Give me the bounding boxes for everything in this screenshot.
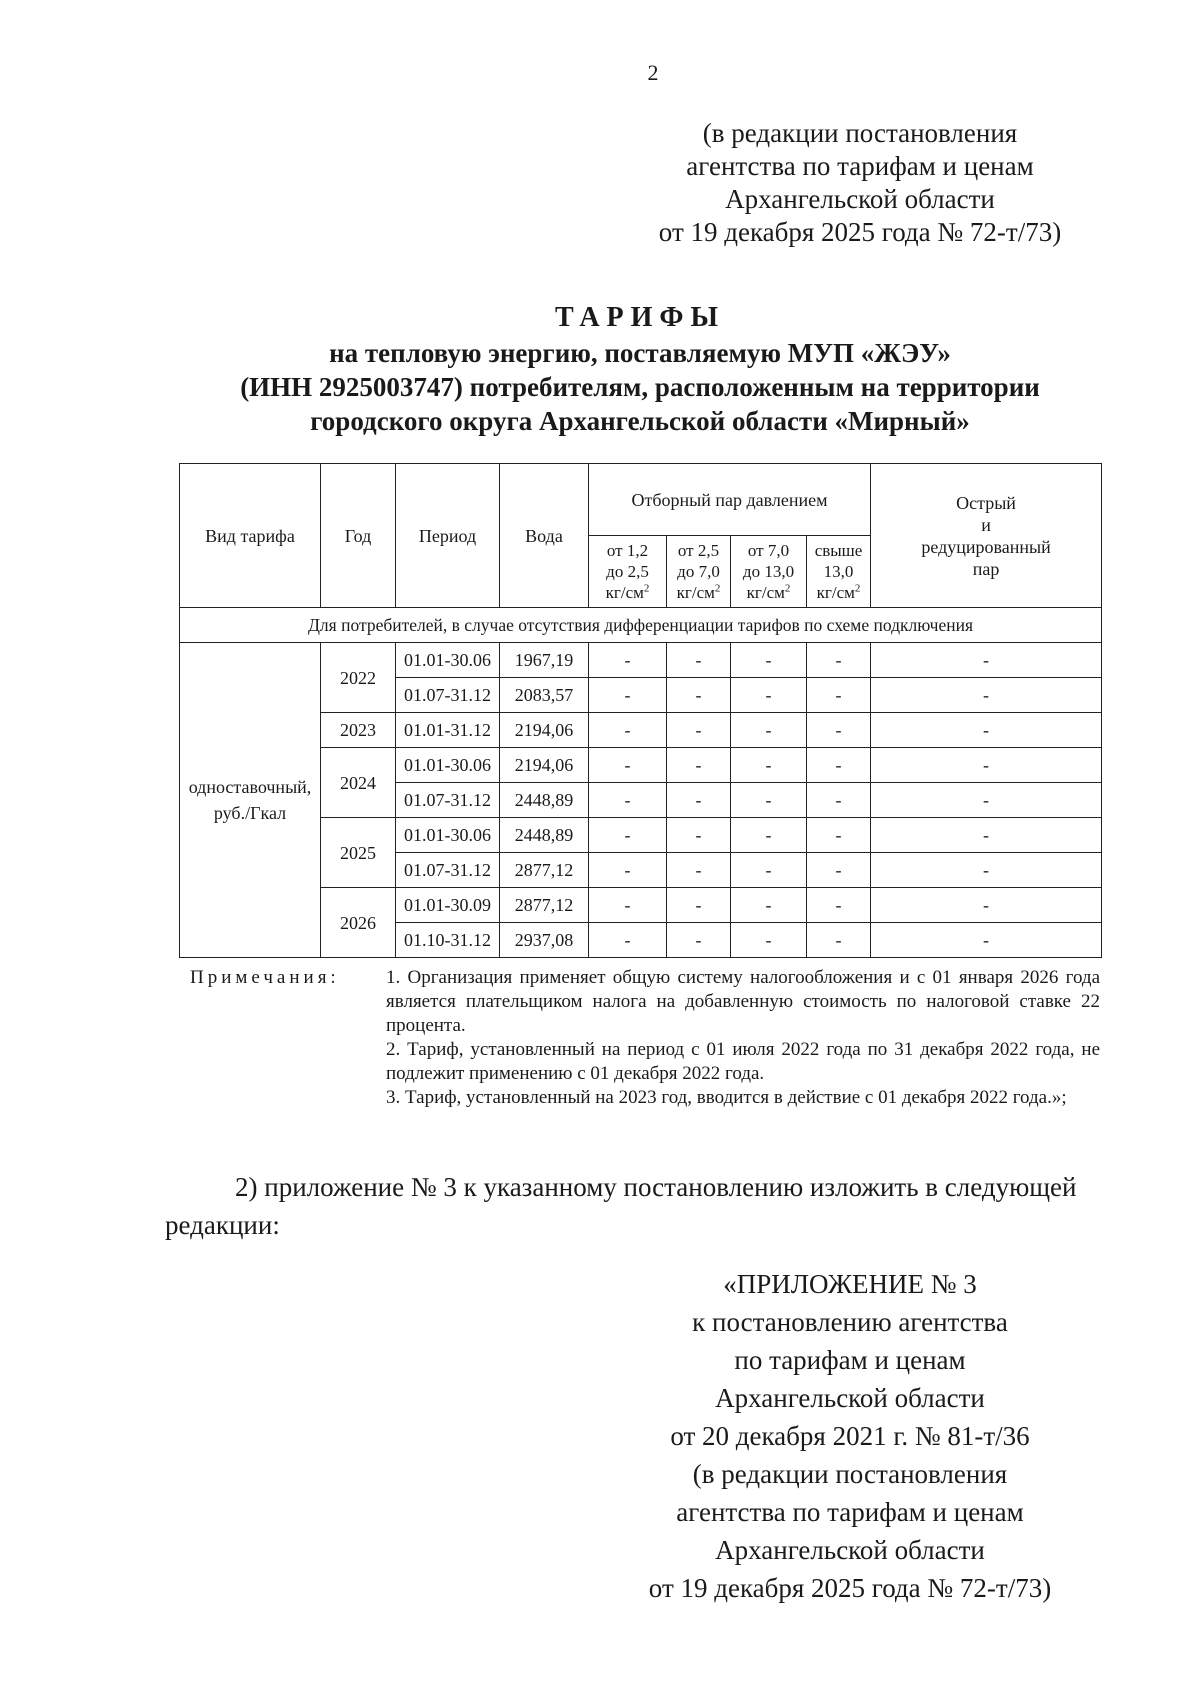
period-cell: 01.01-30.09	[396, 888, 500, 923]
steam-cell: -	[589, 643, 667, 678]
header-pressure-2: от 2,5 до 7,0 $кг/см^2$	[667, 536, 731, 608]
sharp-steam-cell: -	[871, 713, 1102, 748]
header-pressure-4: свыше 13,0 $кг/см^2$	[807, 536, 871, 608]
steam-cell: -	[589, 818, 667, 853]
appendix-line: от 19 декабря 2025 года № 72-т/73)	[648, 1573, 1052, 1603]
title-line: (ИНН 2925003747) потребителям, расположенным на территории	[240, 372, 1040, 402]
notes-label: Примечания:	[190, 967, 340, 988]
steam-cell: -	[807, 818, 871, 853]
year-cell: 2026	[321, 888, 396, 958]
water-cell: 1967,19	[500, 643, 589, 678]
steam-cell: -	[807, 853, 871, 888]
header-sharp-steam: Острый и редуцированный пар	[871, 464, 1102, 608]
steam-cell: -	[589, 783, 667, 818]
header-period: Период	[396, 464, 500, 608]
steam-cell: -	[807, 643, 871, 678]
steam-cell: -	[589, 923, 667, 958]
water-cell: 2448,89	[500, 818, 589, 853]
title-line: городского округа Архангельской области «Мирный»	[310, 406, 970, 436]
header-pressure-3: от 7,0 до 13,0 $кг/см^2$	[731, 536, 807, 608]
steam-cell: -	[731, 923, 807, 958]
revision-line: Архангельской области	[725, 184, 995, 214]
steam-cell: -	[731, 853, 807, 888]
period-cell: 01.01-30.06	[396, 643, 500, 678]
steam-cell: -	[589, 678, 667, 713]
document-title	[180, 300, 1100, 438]
water-cell: 2448,89	[500, 783, 589, 818]
steam-cell: -	[667, 748, 731, 783]
tariff-table	[179, 463, 1102, 958]
steam-cell: -	[667, 643, 731, 678]
appendix-line: (в редакции постановления	[692, 1459, 1008, 1489]
steam-cell: -	[807, 888, 871, 923]
sharp-steam-cell: -	[871, 888, 1102, 923]
note-item: 3. Тариф, установленный на 2023 год, вводится в действие с 01 декабря 2022 года.»;	[386, 1087, 1067, 1108]
sharp-steam-cell: -	[871, 923, 1102, 958]
year-cell: 2025	[321, 818, 396, 888]
year-cell: 2024	[321, 748, 396, 818]
steam-cell: -	[807, 748, 871, 783]
sharp-steam-cell: -	[871, 783, 1102, 818]
period-cell: 01.01-31.12	[396, 713, 500, 748]
sharp-steam-cell: -	[871, 853, 1102, 888]
steam-cell: -	[731, 888, 807, 923]
revision-line: от 19 декабря 2025 года № 72-т/73)	[658, 217, 1062, 247]
year-cell: 2023	[321, 713, 396, 748]
steam-cell: -	[731, 678, 807, 713]
period-cell: 01.07-31.12	[396, 783, 500, 818]
appendix-line: от 20 декабря 2021 г. № 81-т/36	[670, 1421, 1030, 1451]
steam-cell: -	[731, 783, 807, 818]
steam-cell: -	[589, 853, 667, 888]
tariff-type-cell: одноставочный, руб./Гкал	[180, 643, 321, 958]
steam-cell: -	[667, 678, 731, 713]
paragraph-line: 2) приложение № 3 к указанному постановлению изложить в следующей	[235, 1172, 1077, 1202]
revision-stamp-top	[620, 117, 1100, 249]
page-number: 2	[647, 60, 659, 85]
revision-line: (в редакции постановления	[702, 118, 1018, 148]
steam-cell: -	[589, 888, 667, 923]
water-cell: 2194,06	[500, 713, 589, 748]
header-steam-group: Отборный пар давлением	[589, 464, 871, 536]
paragraph-line: редакции:	[165, 1210, 280, 1240]
appendix-line: по тарифам и ценам	[734, 1345, 966, 1375]
steam-cell: -	[731, 713, 807, 748]
steam-cell: -	[731, 748, 807, 783]
header-water: Вода	[500, 464, 589, 608]
steam-cell: -	[667, 713, 731, 748]
steam-cell: -	[807, 713, 871, 748]
table-row	[180, 643, 1102, 678]
notes-list	[386, 966, 1100, 1110]
water-cell: 2937,08	[500, 923, 589, 958]
appendix-line: к постановлению агентства	[692, 1307, 1008, 1337]
steam-cell: -	[589, 713, 667, 748]
note-item: 2. Тариф, установленный на период с 01 июля 2022 года по 31 декабря 2022 года, не подлежит применению с 01 декабря 2022 года.	[386, 1039, 1100, 1084]
sharp-steam-cell: -	[871, 748, 1102, 783]
sharp-steam-cell: -	[871, 818, 1102, 853]
appendix-line: агентства по тарифам и ценам	[676, 1497, 1024, 1527]
steam-cell: -	[667, 923, 731, 958]
appendix-line: «ПРИЛОЖЕНИЕ № 3	[723, 1269, 977, 1299]
appendix-line: Архангельской области	[715, 1535, 985, 1565]
period-cell: 01.07-31.12	[396, 678, 500, 713]
water-cell: 2877,12	[500, 888, 589, 923]
water-cell: 2194,06	[500, 748, 589, 783]
sharp-steam-cell: -	[871, 643, 1102, 678]
steam-cell: -	[667, 818, 731, 853]
appendix-stamp	[600, 1265, 1100, 1607]
steam-cell: -	[667, 888, 731, 923]
body-paragraph	[165, 1168, 1110, 1244]
revision-line: агентства по тарифам и ценам	[686, 151, 1034, 181]
water-cell: 2083,57	[500, 678, 589, 713]
water-cell: 2877,12	[500, 853, 589, 888]
header-year: Год	[321, 464, 396, 608]
period-cell: 01.10-31.12	[396, 923, 500, 958]
steam-cell: -	[731, 643, 807, 678]
title-line: на тепловую энергию, поставляемую МУП «ЖЭУ»	[329, 338, 951, 368]
steam-cell: -	[667, 783, 731, 818]
steam-cell: -	[807, 783, 871, 818]
period-cell: 01.07-31.12	[396, 853, 500, 888]
steam-cell: -	[667, 853, 731, 888]
year-cell: 2022	[321, 643, 396, 713]
period-cell: 01.01-30.06	[396, 748, 500, 783]
note-item: 1. Организация применяет общую систему налогообложения и с 01 января 2026 года является плательщиком налога на добавленную стоимость по налоговой ставке 22 процента.	[386, 967, 1100, 1036]
appendix-line: Архангельской области	[715, 1383, 985, 1413]
period-cell: 01.01-30.06	[396, 818, 500, 853]
header-pressure-1: от 1,2 до 2,5 $кг/см^2$	[589, 536, 667, 608]
title-main: ТАРИФЫ	[555, 302, 725, 333]
steam-cell: -	[589, 748, 667, 783]
sharp-steam-cell: -	[871, 678, 1102, 713]
steam-cell: -	[807, 923, 871, 958]
section-heading: Для потребителей, в случае отсутствия дифференциации тарифов по схеме подключения	[180, 608, 1102, 643]
steam-cell: -	[731, 818, 807, 853]
steam-cell: -	[807, 678, 871, 713]
header-tariff-type: Вид тарифа	[180, 464, 321, 608]
